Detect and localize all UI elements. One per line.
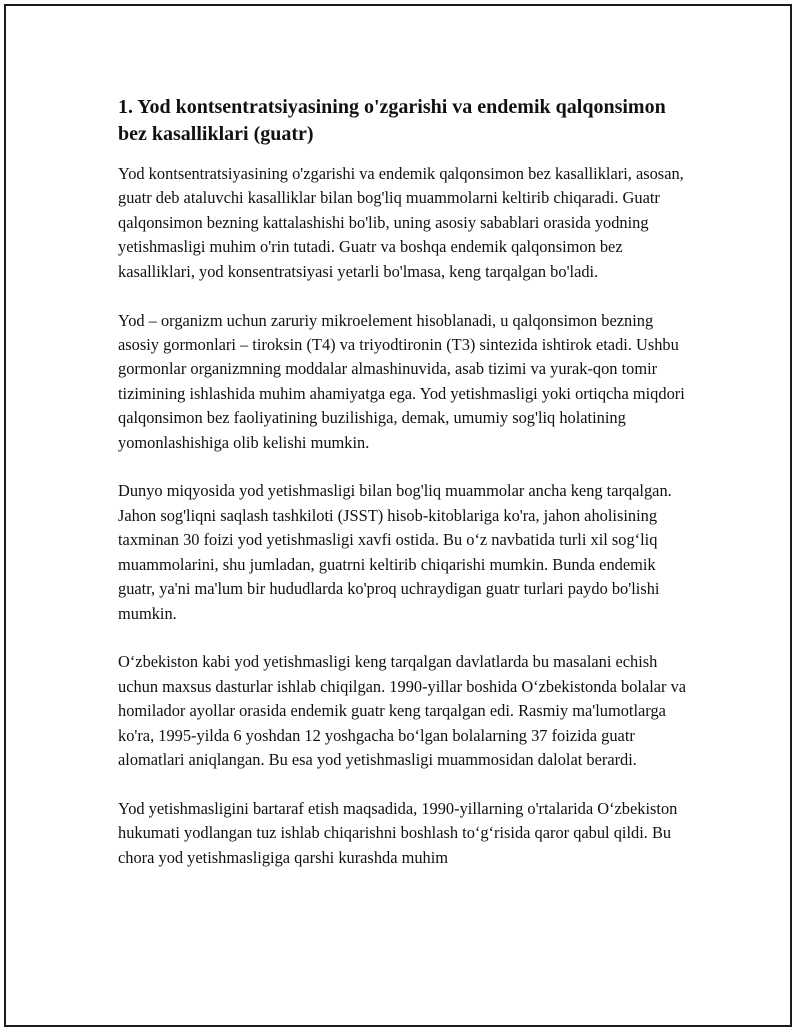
paragraph: O‘zbekiston kabi yod yetishmasligi keng tarqalgan davlatlarda bu masalani echish uchun maxsus dasturlar ishlab chiqilgan. 1990-yillar boshida O‘zbekistonda bolalar va homilador ayollar orasida endemik guatr keng tarqalgan edi. Rasmiy ma'lumotlarga ko'ra, 1995-yilda 6 yoshdan 12 yoshgacha bo‘lgan bolalarning 37 foizida guatr alomatlari aniqlangan. Bu esa yod yetishmasligi muammosidan dalolat berardi.: [118, 652, 687, 770]
paragraph: Yod – organizm uchun zaruriy mikroelement hisoblanadi, u qalqonsimon bezning asosiy gormonlari – tiroksin (T4) va triyodtironin (T3) sintezida ishtirok etadi. Ushbu gormonlar organizmning moddalar almashinuvida, asab tizimi va yurak-qon tomir tizimining ishlashida muhim ahamiyatga ega. Yod yetishmasligi yoki ortiqcha miqdori qalqonsimon bez faoliyatining buzilishiga, demak, umumiy sog'liq holatining yomonlashishiga olib kelishi mumkin.: [118, 310, 685, 452]
paragraph: Dunyo miqyosida yod yetishmasligi bilan bog'liq muammolar ancha keng tarqalgan. Jahon sog'liqni saqlash tashkiloti (JSST) hisob-kitoblariga ko'ra, jahon aholisining taxminan 30 foizi yod yetishmasligi xavfi ostida. Bu o‘z navbatida turli xil sog‘liq muammolarini, shu jumladan, guatrni keltirib chiqarishi mumkin. Bunda endemik guatr, ya'ni ma'lum bir hududlarda ko'proq uchraydigan guatr turlari paydo bo'lishi mumkin.: [118, 481, 672, 623]
paragraph: Yod yetishmasligini bartaraf etish maqsadida, 1990-yillarning o'rtalarida O‘zbekiston hukumati yodlangan tuz ishlab chiqarishni boshlash to‘g‘risida qaror qabul qildi. Bu chora yod yetishmasligiga qarshi kurashda muhim: [118, 798, 678, 867]
paragraph: Yod kontsentratsiyasining o'zgarishi va endemik qalqonsimon bez kasalliklari, asosan, guatr deb ataluvchi kasalliklar bilan bog'liq muammolarni keltirib chiqaradi. Guatr qalqonsimon bezning kattalashishi bo'lib, uning asosiy sabablari orasida yodning yetishmasligi muhim o'rin tutadi. Guatr va boshqa endemik qalqonsimon bez kasalliklari, yod konsentratsiyasi yetarli bo'lmasa, keng tarqalgan bo'ladi.: [118, 164, 684, 281]
section-title: 1. Yod kontsentratsiyasining o'zgarishi va endemik qalqonsimon bez kasalliklari (guatr): [118, 96, 666, 145]
document-body: [118, 94, 692, 895]
